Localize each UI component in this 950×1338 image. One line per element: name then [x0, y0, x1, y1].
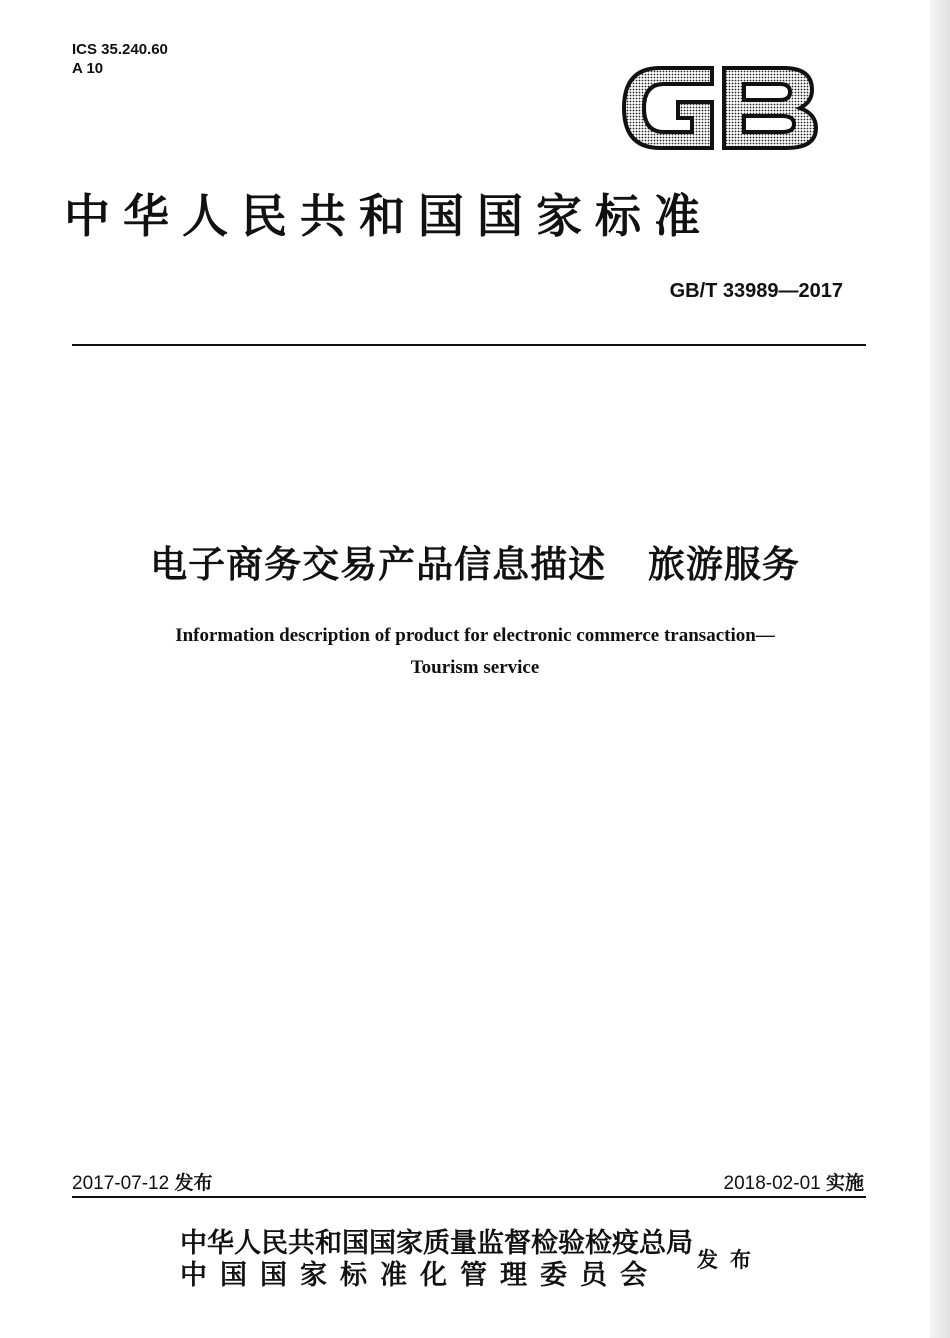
implementation-date-label: 实施 — [825, 1172, 864, 1194]
divider-top — [72, 344, 866, 346]
issuing-authorities — [180, 1228, 693, 1292]
implementation-date — [724, 1168, 864, 1195]
gb-logo-g-shape — [624, 68, 712, 148]
english-title-line-1: Information description of product for electronic commerce transaction— — [175, 625, 775, 646]
gb-logo — [620, 58, 820, 158]
ccs-code: A 10 — [72, 60, 104, 77]
classification-codes — [72, 40, 168, 78]
gb-logo-b-shape — [724, 68, 816, 148]
issue-date-label: 发布 — [174, 1172, 213, 1194]
issuer-aqsiq: 中华人民共和国国家质量监督检验检疫总局 — [180, 1228, 693, 1259]
divider-bottom — [72, 1196, 866, 1198]
standard-number: GB/T 33989—2017 — [669, 280, 843, 302]
issue-date — [72, 1168, 212, 1195]
document-title-chinese: 电子商务交易产品信息描述 旅游服务 — [150, 543, 800, 586]
implementation-date-value: 2018-02-01 — [723, 1173, 826, 1194]
issue-date-value: 2017-07-12 — [72, 1173, 175, 1194]
ics-code: ICS 35.240.60 — [72, 41, 168, 58]
publish-label: 发布 — [697, 1247, 763, 1272]
english-title-line-2: Tourism service — [410, 657, 540, 678]
issuer-sac: 中国国家标准化管理委员会 — [180, 1260, 660, 1291]
national-standard-title: 中华人民共和国国家标准 — [64, 189, 713, 243]
document-title-english — [0, 620, 950, 684]
